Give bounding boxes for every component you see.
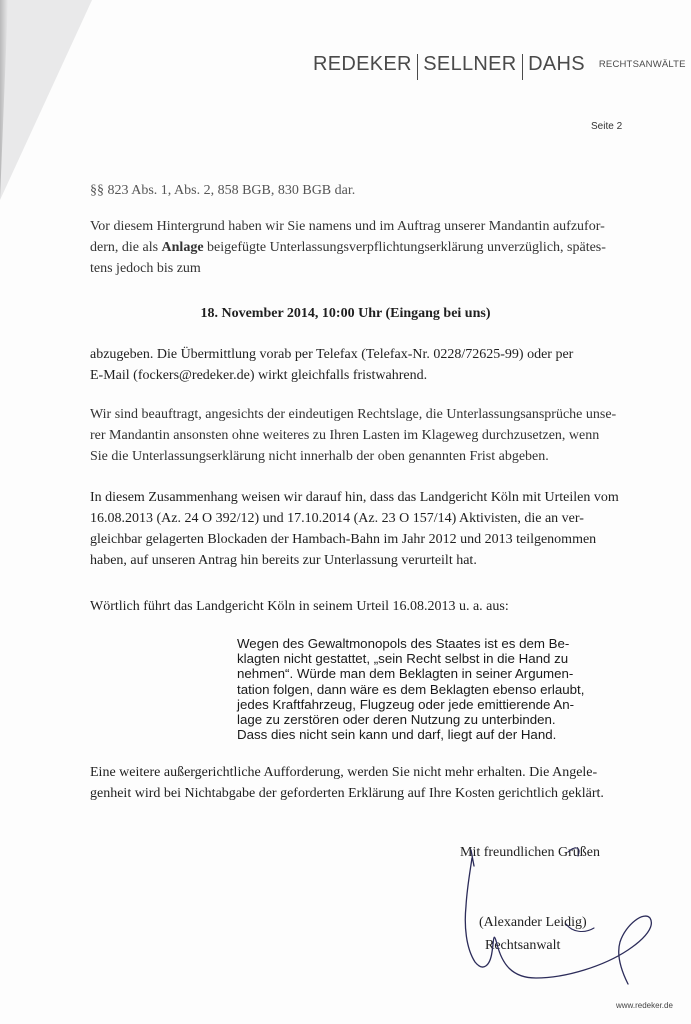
final-notice-paragraph	[90, 762, 682, 804]
text-line	[90, 237, 682, 258]
quote-line: Dass dies nicht sein kann und darf, liegt auf der Hand.	[237, 727, 557, 743]
quote-line: tation folgen, dann wäre es dem Beklagten ebenso erlaubt,	[237, 681, 585, 697]
text-line: Vor diesem Hintergrund haben wir Sie namens und im Auftrag unserer Mandantin aufzufor-	[90, 219, 605, 234]
quote-line: Wegen des Gewaltmonopols des Staates ist es dem Be-	[237, 636, 570, 651]
letterhead-divider	[417, 54, 419, 80]
quote-line: lage zu zerstören oder deren Nutzung zu unterbinden.	[237, 712, 556, 728]
text-line: abzugeben. Die Übermittlung vorab per Telefax (Telefax-Nr. 0228/72625-99) oder per	[90, 347, 574, 362]
letterhead-subtitle: RECHTSANWÄLTE	[598, 58, 686, 70]
letterhead-divider	[522, 54, 524, 80]
intro-line: §§ 823 Abs. 1, Abs. 2, 858 BGB, 830 BGB dar.	[90, 183, 356, 198]
text-line: Sie die Unterlassungserklärung nicht innerhalb der oben genannten Frist abgeben.	[90, 449, 549, 464]
letterhead-name-1: REDEKER	[313, 52, 412, 75]
text-line: Wir sind beauftragt, angesichts der eindeutigen Rechtslage, die Unterlassungsansprüche unse-	[90, 407, 617, 422]
signer-role: Rechtsanwalt	[485, 938, 561, 953]
text-fragment: dern, die als	[90, 240, 162, 255]
quote-line: jedes Kraftfahrzeug, Flugzeug oder jede emittierende An-	[237, 696, 575, 712]
quote-intro: Wörtlich führt das Landgericht Köln in seinem Urteil 16.08.2013 u. a. aus:	[90, 599, 509, 614]
deadline-line: 18. November 2014, 10:00 Uhr (Eingang bei uns)	[200, 306, 491, 321]
text-line: 16.08.2013 (Az. 24 O 392/12) und 17.10.2014 (Az. 23 O 157/14) Aktivisten, die an ver-	[90, 511, 584, 526]
demand-paragraph	[90, 216, 682, 279]
text-line: E-Mail (fockers@redeker.de) wirkt gleichfalls fristwahrend.	[90, 368, 428, 383]
text-line: haben, auf unseren Antrag hin bereits zur Unterlassung verurteilt hat.	[90, 553, 477, 568]
letterhead-name-3: DAHS	[528, 52, 585, 75]
text-line: tens jedoch bis zum	[90, 261, 201, 276]
letterhead	[313, 49, 686, 79]
text-line: Eine weitere außergerichtliche Aufforderung, werden Sie nicht mehr erhalten. Die Angele-	[90, 765, 598, 780]
attachment-keyword: Anlage	[161, 240, 204, 255]
signer-name: (Alexander Leidig)	[479, 915, 587, 930]
quote-line: klagten nicht gestattet, „sein Recht selbst in die Hand zu	[237, 651, 569, 667]
court-quote	[237, 636, 584, 742]
page-number: Seite 2	[591, 121, 623, 132]
text-line: rer Mandantin ansonsten ohne weiteres zu Ihren Lasten im Klageweg durchzusetzen, wenn	[90, 428, 600, 443]
quote-line: nehmen“. Würde man dem Beklagten in seiner Argumen-	[237, 666, 574, 682]
footer-website: www.redeker.de	[616, 1001, 673, 1010]
submission-paragraph	[90, 344, 682, 386]
enforcement-paragraph	[90, 404, 682, 467]
precedent-paragraph	[90, 487, 682, 571]
closing-greeting: Mit freundlichen Grüßen	[460, 845, 600, 860]
text-line: In diesem Zusammenhang weisen wir darauf hin, dass das Landgericht Köln mit Urteilen vom	[90, 490, 619, 505]
letterhead-name-2: SELLNER	[423, 52, 517, 75]
text-line: gleichbar gelagerten Blockaden der Hambach-Bahn im Jahr 2012 und 2013 teilgenommen	[90, 532, 597, 547]
text-line: genheit wird bei Nichtabgabe der geforderten Erklärung auf Ihre Kosten gerichtlich geklärt.	[90, 786, 604, 801]
folded-corner	[0, 0, 92, 200]
text-fragment: beigefügte Unterlassungsverpflichtungserklärung unverzüglich, spätes-	[203, 240, 606, 255]
